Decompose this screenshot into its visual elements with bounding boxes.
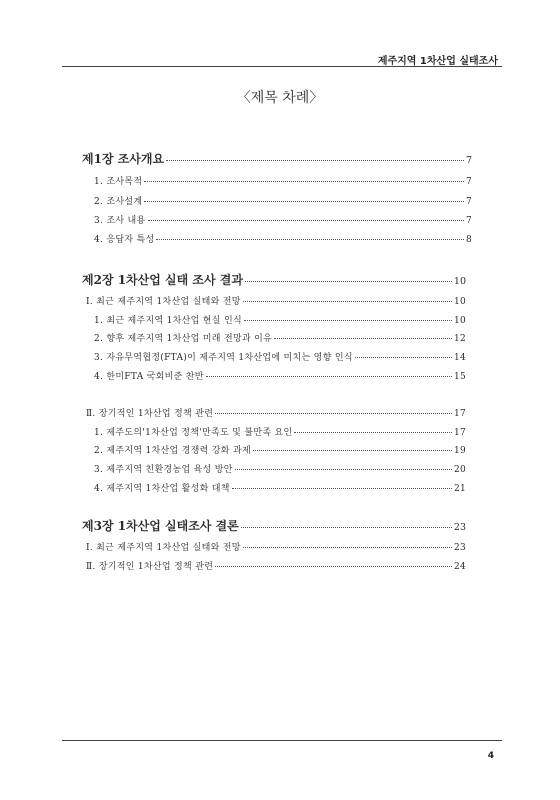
toc-page-number: 10 xyxy=(453,316,466,326)
toc-page-number: 14 xyxy=(453,353,466,363)
toc-page-number: 8 xyxy=(465,235,472,245)
leader-dots xyxy=(274,338,452,339)
toc-entry-label: 2. 향후 제주지역 1차산업 미래 전망과 이유 xyxy=(94,334,273,344)
toc-entry-label: 3. 제주지역 친환경농업 육성 방안 xyxy=(94,465,233,475)
leader-dots xyxy=(156,239,463,240)
leader-dots xyxy=(206,376,452,377)
toc-page-number: 17 xyxy=(453,428,466,438)
toc-page-number: 20 xyxy=(453,465,466,475)
toc-entry[interactable] xyxy=(94,425,466,438)
toc-section-label: Ⅰ. 최근 제주지역 1차산업 실태와 전망 xyxy=(86,543,241,553)
toc-section-label: Ⅰ. 최근 제주지역 1차산업 실태와 전망 xyxy=(86,297,241,307)
leader-dots xyxy=(243,547,452,548)
toc-page-number: 23 xyxy=(453,543,466,553)
toc-chapter-1[interactable] xyxy=(82,150,472,167)
toc-entry[interactable] xyxy=(94,232,472,245)
toc-page-number: 24 xyxy=(453,562,466,572)
toc-entry-label: 1. 최근 제주지역 1차산업 현실 인식 xyxy=(94,316,242,326)
leader-dots xyxy=(241,527,452,528)
toc-entry[interactable] xyxy=(94,194,472,207)
leader-dots xyxy=(232,488,452,489)
toc-entry[interactable] xyxy=(94,213,472,226)
toc-section[interactable] xyxy=(86,559,466,572)
leader-dots xyxy=(215,566,452,567)
leader-dots xyxy=(215,413,452,414)
toc-entry[interactable] xyxy=(94,369,466,382)
toc-entry-label: 2. 제주지역 1차산업 경쟁력 강화 과제 xyxy=(94,446,251,456)
toc-entry[interactable] xyxy=(94,443,466,456)
toc-page-number: 17 xyxy=(453,409,466,419)
leader-dots xyxy=(245,281,452,282)
toc-entry[interactable] xyxy=(94,313,466,326)
toc-section-label: Ⅱ. 장기적인 1차산업 정책 관련 xyxy=(86,409,214,419)
leader-dots xyxy=(144,181,464,182)
leader-dots xyxy=(243,301,452,302)
toc-entry[interactable] xyxy=(94,481,466,494)
toc-page-number: 15 xyxy=(453,372,466,382)
toc-section[interactable] xyxy=(86,540,466,553)
toc-chapter-3[interactable] xyxy=(82,517,466,534)
toc-page-number: 12 xyxy=(453,334,466,344)
toc-entry-label: 2. 조사설계 xyxy=(94,197,143,207)
toc-chapter-label: 제3장 1차산업 실태조사 결론 xyxy=(82,519,239,533)
toc-entry-label: 1. 조사목적 xyxy=(94,177,143,187)
toc-section[interactable] xyxy=(86,294,466,307)
toc-page-number: 7 xyxy=(465,177,472,187)
page-number: 4 xyxy=(487,751,494,761)
toc-entry[interactable] xyxy=(94,331,466,344)
toc-entry[interactable] xyxy=(94,462,466,475)
leader-dots xyxy=(148,220,464,221)
toc-page-number: 7 xyxy=(465,216,472,226)
leader-dots xyxy=(235,469,452,470)
toc-chapter-label: 제1장 조사개요 xyxy=(82,152,165,166)
leader-dots xyxy=(244,320,452,321)
leader-dots xyxy=(355,357,452,358)
leader-dots xyxy=(144,201,464,202)
toc-entry-label: 3. 조사 내용 xyxy=(94,216,146,226)
toc-page-number: 7 xyxy=(465,197,472,207)
toc-page-number: 19 xyxy=(453,446,466,456)
toc-page-number: 7 xyxy=(465,155,472,166)
toc-section-label: Ⅱ. 장기적인 1차산업 정책 관련 xyxy=(86,562,214,572)
leader-dots xyxy=(253,450,452,451)
toc-page-number: 10 xyxy=(453,276,466,287)
toc-chapter-label: 제2장 1차산업 실태 조사 결과 xyxy=(82,273,243,287)
toc-page-number: 10 xyxy=(453,297,466,307)
toc-entry-label: 3. 자유무역협정(FTA)이 제주지역 1차산업에 미치는 영향 인식 xyxy=(94,353,353,363)
leader-dots xyxy=(166,160,464,161)
running-header-title: 제주지역 1차산업 실태조사 xyxy=(377,56,498,67)
toc-entry[interactable] xyxy=(94,350,466,363)
toc-entry-label: 1. 제주도의'1차산업 정책'만족도 및 불만족 요인 xyxy=(94,428,293,438)
toc-page-number: 23 xyxy=(453,522,466,533)
toc-entry-label: 4. 응답자 특성 xyxy=(94,235,155,245)
toc-section[interactable] xyxy=(86,406,466,419)
toc-entry-label: 4. 제주지역 1차산업 활성화 대책 xyxy=(94,484,230,494)
toc-entry[interactable] xyxy=(94,174,472,187)
toc-page-number: 21 xyxy=(453,484,466,494)
toc-title: 〈제목 차례〉 xyxy=(236,90,324,106)
leader-dots xyxy=(294,432,451,433)
toc-chapter-2[interactable] xyxy=(82,271,466,288)
toc-entry-label: 4. 한미FTA 국회비준 찬반 xyxy=(94,372,204,382)
footer-rule xyxy=(62,740,502,741)
